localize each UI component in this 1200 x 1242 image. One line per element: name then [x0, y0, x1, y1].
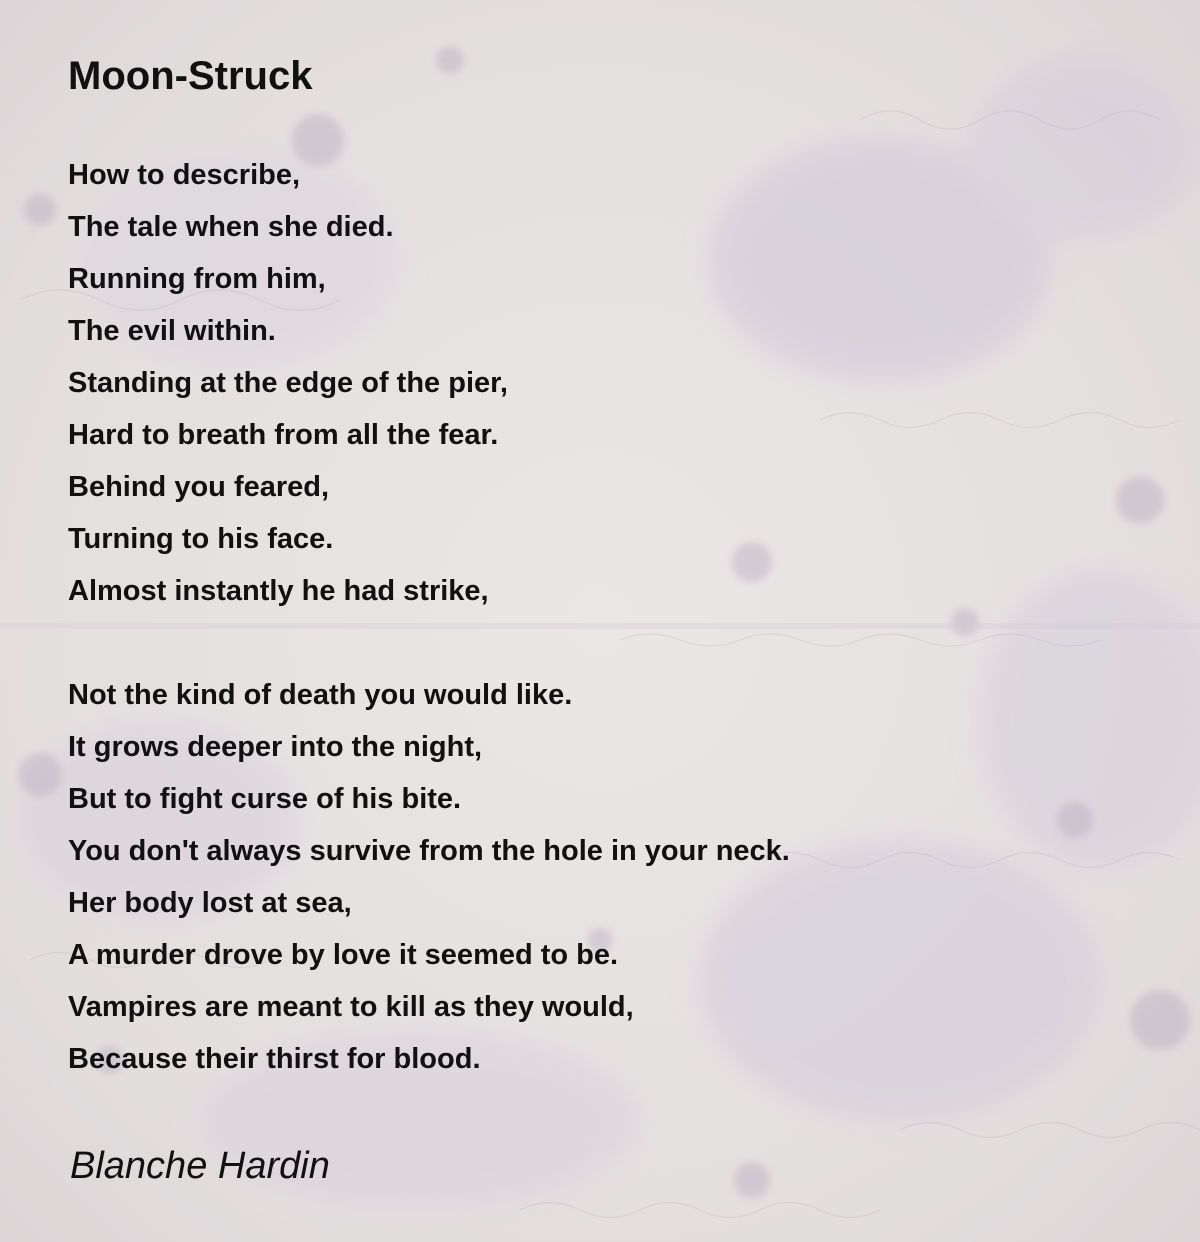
poem-line: Turning to his face.	[68, 523, 334, 555]
poem-line: A murder drove by love it seemed to be.	[68, 939, 619, 971]
stanza-2	[68, 672, 790, 1088]
author-name: Blanche Hardin	[70, 1145, 330, 1187]
poem-line: Running from him,	[68, 263, 326, 295]
poem-line: Behind you feared,	[68, 471, 330, 503]
poem-line: But to fight curse of his bite.	[68, 783, 462, 815]
poem-line: Hard to breath from all the fear.	[68, 419, 499, 451]
poem-line: Standing at the edge of the pier,	[68, 367, 508, 399]
poem-line: Almost instantly he had strike,	[68, 575, 489, 607]
poem-line: Her body lost at sea,	[68, 887, 352, 919]
poem-line: It grows deeper into the night,	[68, 731, 483, 763]
poem-line: The tale when she died.	[68, 211, 394, 243]
poem-line: How to describe,	[68, 159, 301, 191]
poem-title: Moon-Struck	[68, 54, 313, 98]
poem-line: Not the kind of death you would like.	[68, 679, 573, 711]
poem-line: Vampires are meant to kill as they would,	[68, 991, 634, 1023]
poem-line: You don't always survive from the hole in your neck.	[68, 835, 790, 867]
poem-line: Because their thirst for blood.	[68, 1043, 481, 1075]
poem-line: The evil within.	[68, 315, 276, 347]
stanza-1	[68, 152, 508, 620]
